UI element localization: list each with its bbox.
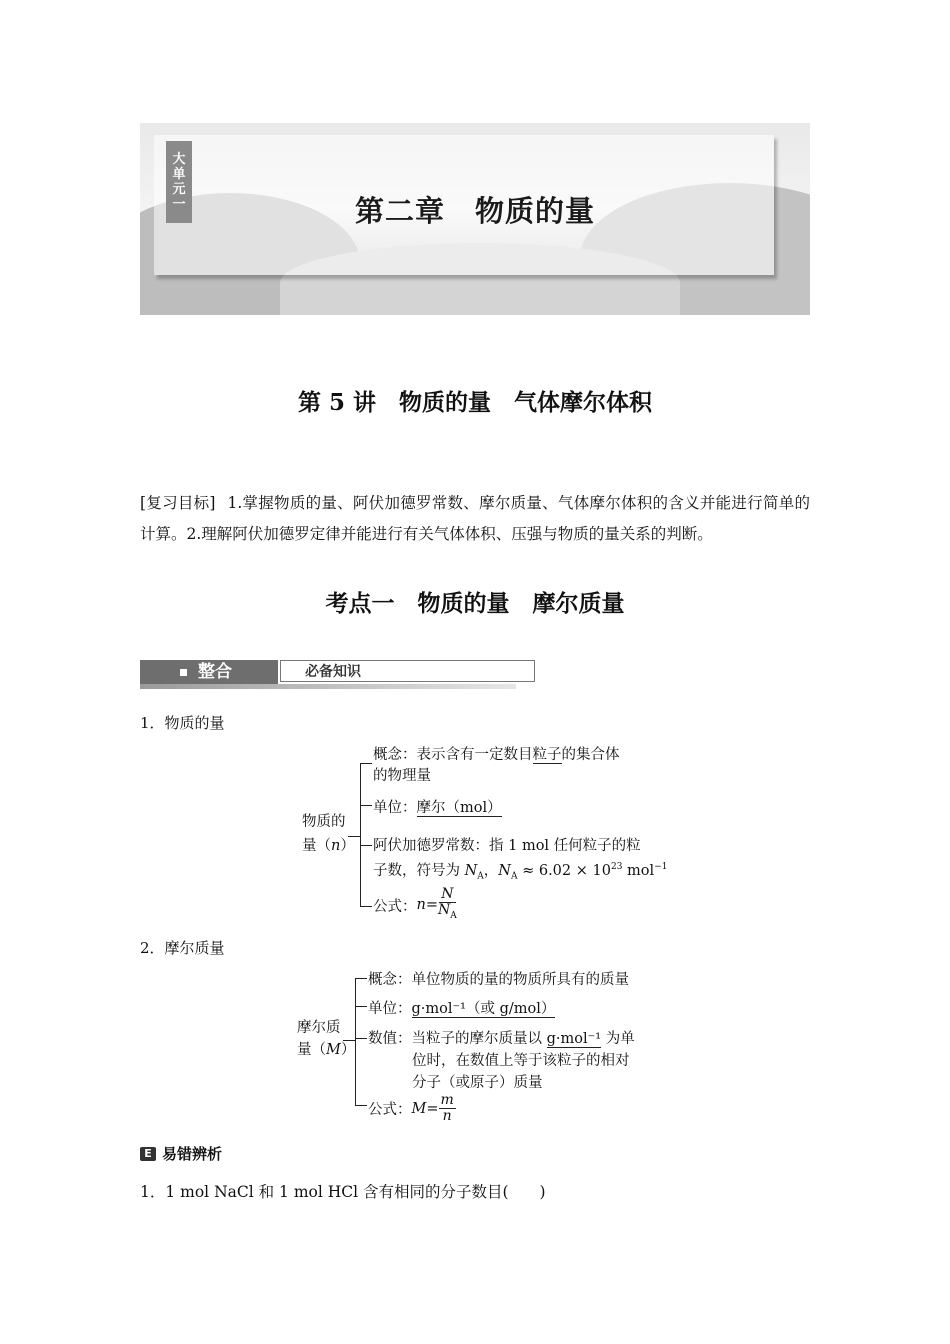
error-question-1: 1．1 mol NaCl 和 1 mol HCl 含有相同的分子数目( ) xyxy=(140,1183,546,1201)
error-icon: E xyxy=(140,1147,156,1161)
unit-tag: 大 单 元 一 xyxy=(166,141,192,223)
item1-brace xyxy=(360,763,361,906)
section-light-tab: 必备知识 xyxy=(280,660,535,682)
review-text: 1.掌握物质的量、阿伏加德罗常数、摩尔质量、气体摩尔体积的含义并能进行简单的计算。2.理解阿伏加德罗定律并能进行有关气体体积、压强与物质的量关系的判断。 xyxy=(140,494,810,543)
review-label: [复习目标] xyxy=(140,494,216,512)
item2-root: 摩尔质 量（M） xyxy=(297,1020,356,1058)
item1-heading: 1．物质的量 xyxy=(140,714,225,732)
item2-concept: 概念：单位物质的量的物质所具有的质量 xyxy=(368,972,629,988)
item2-formula: 公式： M = $\frac{m}{n}$ xyxy=(368,1092,454,1124)
chapter-banner xyxy=(140,123,810,315)
item2-heading: 2．摩尔质量 xyxy=(140,939,225,957)
error-section-tag: E 易错辨析 xyxy=(140,1143,222,1164)
item1-root: 物质的 量（n） xyxy=(302,814,355,854)
item1-unit: 单位：摩尔（mol） xyxy=(373,800,502,816)
lecture-title: 第 5 讲 物质的量 气体摩尔体积 xyxy=(297,389,653,416)
kaodian-title: 考点一 物质的量 摩尔质量 xyxy=(325,590,625,617)
item1-formula: 公式： n = $\frac{N}{N_A}$ xyxy=(373,886,457,921)
section-dark-tab: 整合 xyxy=(140,660,278,684)
item2-brace xyxy=(355,978,356,1105)
section-bar xyxy=(140,660,516,688)
item2-unit: 单位：g·mol⁻¹（或 g/mol） xyxy=(368,1001,556,1017)
review-goals xyxy=(140,488,810,550)
chapter-title: 第二章 物质的量 xyxy=(354,194,595,228)
item1-avogadro: 阿伏加德罗常数：指 1 mol 任何粒子的粒 子数，符号为 $N_A$，$N_A \approx 6.02 \times 10^{23}$ mol$^{-1}$ xyxy=(373,838,668,882)
item1-concept: 概念：表示含有一定数目粒子的集合体 的物理量 xyxy=(373,747,620,784)
item2-value: 数值：当粒子的摩尔质量以 g·mol⁻¹ 为单 位时，在数值上等于该粒子的相对 分子（或原子）质量 xyxy=(368,1031,635,1091)
